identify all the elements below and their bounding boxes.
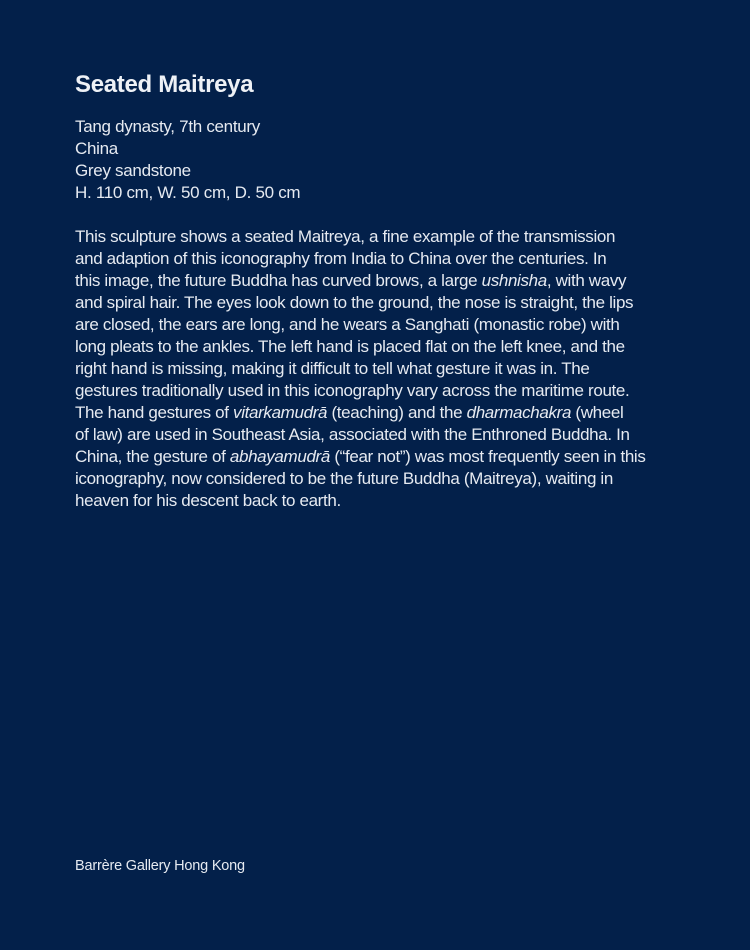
text: (wheel xyxy=(571,403,624,422)
material: Grey sandstone xyxy=(75,161,191,180)
italic-term: abhayamudrā xyxy=(229,447,330,466)
description-line xyxy=(75,380,646,402)
italic-term: dharmachakra xyxy=(466,403,572,422)
italic-term: ushnisha xyxy=(481,271,547,290)
text: and spiral hair. The eyes look down to the ground, the nose is straight, the lips xyxy=(75,293,634,312)
text: The hand gestures of xyxy=(75,403,234,422)
text: are closed, the ears are long, and he wears a Sanghati (monastic robe) with xyxy=(75,315,620,334)
text: , with wavy xyxy=(546,271,627,290)
origin: China xyxy=(75,139,118,158)
artwork-details xyxy=(75,116,300,204)
description-line xyxy=(75,270,646,292)
period: Tang dynasty, 7th century xyxy=(75,117,260,136)
description-line xyxy=(75,468,646,490)
text: heaven for his descent back to earth. xyxy=(75,491,341,510)
text: of law) are used in Southeast Asia, associated with the Enthroned Buddha. In xyxy=(75,425,630,444)
italic-term: vitarkamudrā xyxy=(233,403,328,422)
description-line xyxy=(75,336,646,358)
description-line xyxy=(75,358,646,380)
description-line xyxy=(75,226,646,248)
text: (teaching) and the xyxy=(327,403,467,422)
text: (“fear not”) was most frequently seen in this xyxy=(329,447,646,466)
description-line xyxy=(75,314,646,336)
description xyxy=(75,226,646,512)
description-line xyxy=(75,446,646,468)
text: and adaption of this iconography from India to China over the centuries. In xyxy=(75,249,607,268)
description-line xyxy=(75,490,646,512)
text: This sculpture shows a seated Maitreya, a fine example of the transmission xyxy=(75,227,616,246)
text: China, the gesture of xyxy=(75,447,230,466)
description-line xyxy=(75,292,646,314)
page-title: Seated Maitreya xyxy=(75,71,254,98)
text: iconography, now considered to be the future Buddha (Maitreya), waiting in xyxy=(75,469,613,488)
description-line xyxy=(75,424,646,446)
text: long pleats to the ankles. The left hand is placed flat on the left knee, and the xyxy=(75,337,625,356)
text: gestures traditionally used in this iconography vary across the maritime route. xyxy=(75,381,630,400)
dimensions: H. 110 cm, W. 50 cm, D. 50 cm xyxy=(75,183,301,202)
description-line xyxy=(75,402,646,424)
description-line xyxy=(75,248,646,270)
gallery-name: Barrère Gallery Hong Kong xyxy=(75,858,245,874)
text: this image, the future Buddha has curved brows, a large xyxy=(75,271,482,290)
text: right hand is missing, making it difficult to tell what gesture it was in. The xyxy=(75,359,590,378)
